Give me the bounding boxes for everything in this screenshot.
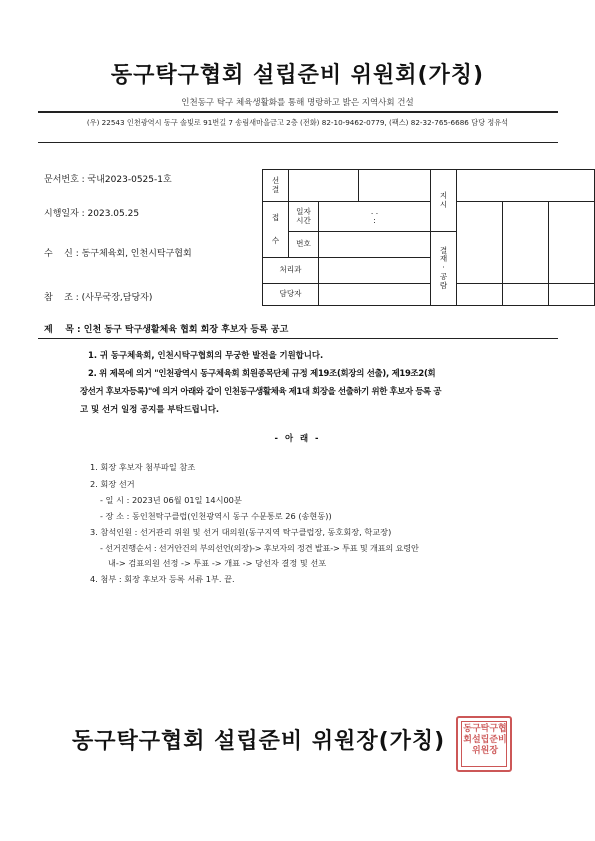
subject-label: 제 목 : — [44, 325, 81, 335]
list-item-2b: - 장 소 : 동인천탁구클럽(인천광역시 동구 수문통로 26 (송현동)) — [100, 511, 332, 521]
approval-jisi: 지 시 — [431, 170, 457, 232]
subject-rule — [38, 338, 558, 339]
approval-damdangja: 담당자 — [263, 284, 319, 306]
signature-line: 동구탁구협회 설립준비 위원장(가칭) — [72, 729, 446, 754]
list-item-4: 4. 첨부 : 회장 후보자 등록 서류 1부. 끝. — [90, 574, 235, 584]
approval-cell — [457, 284, 503, 306]
approval-cell — [319, 284, 431, 306]
approval-sign-cell — [457, 202, 503, 284]
approval-gyeoljae-gongram: 결 재 · 공 람 — [431, 232, 457, 306]
subject-line — [44, 322, 288, 335]
official-seal — [456, 716, 512, 772]
approval-cell — [359, 170, 431, 202]
issue-date — [44, 206, 139, 219]
approval-jeopsu: 접 수 — [263, 202, 289, 258]
approval-datetime: . . : — [319, 202, 431, 232]
doc-number — [44, 172, 172, 185]
approval-cell — [319, 232, 431, 258]
doc-number-value: 국내2023-0525-1호 — [87, 175, 172, 185]
header-bottom-rule — [38, 142, 558, 143]
reference-value: (사무국장,담당자) — [81, 293, 153, 303]
recipient-label: 수 신 : — [44, 249, 79, 259]
ahrae-heading: - 아 래 - — [274, 433, 321, 443]
list-item-3a-line-1: - 선거진행순서 : 선거안건의 부의선언(의장)-> 후보자의 정견 발표-> 투표 및 개표의 요령안 — [100, 543, 419, 553]
list-item-1: 1. 회장 후보자 첨부파일 참조 — [90, 462, 196, 472]
contact-address: (우) 22543 인천광역시 동구 솔빛로 91번길 7 송림새마을금고 2층 (전화) 82-10-9462-0779, (팩스) 82-32-765-6686 담당 정유석 — [86, 118, 509, 127]
approval-sign-cell — [503, 202, 549, 284]
approval-table — [262, 169, 595, 306]
list-item-2: 2. 회장 선거 — [90, 479, 135, 489]
body-paragraph-2-line-1: 2. 위 제목에 의거 "인천광역시 동구체육회 회원종목단체 규정 제19조(회장의 선출), 제19조2(회 — [88, 368, 436, 378]
top-rule — [38, 111, 558, 113]
org-title: 동구탁구협회 설립준비 위원회(가칭) — [110, 63, 485, 88]
approval-cheorigwa: 처리과 — [263, 258, 319, 284]
recipient-value: 동구체육회, 인천시탁구협회 — [81, 249, 192, 259]
body-paragraph-2-line-2: 장선거 후보자등록)"에 의거 아래와 같이 인천동구생활체육 제1대 회장을 선출하기 위한 후보자 등록 공 — [80, 386, 442, 396]
reference — [44, 290, 152, 303]
subject-text: 인천 동구 탁구생활체육 협회 회장 후보자 등록 공고 — [83, 325, 289, 335]
issue-date-label: 시행일자 : — [44, 209, 85, 219]
approval-cell — [289, 170, 359, 202]
doc-number-label: 문서번호 : — [44, 175, 85, 185]
approval-beonho: 번호 — [289, 232, 319, 258]
slogan: 인천동구 탁구 체육생활화를 통해 명랑하고 밝은 지역사회 건설 — [181, 98, 414, 108]
approval-seongyeol: 선 결 — [263, 170, 289, 202]
list-item-2a: - 일 시 : 2023년 06월 01일 14시00분 — [100, 495, 242, 505]
approval-cell — [319, 258, 431, 284]
body-paragraph-1: 1. 귀 동구체육회, 인천시탁구협회의 무궁한 발전을 기원합니다. — [88, 350, 324, 360]
approval-ilja-sigan: 일자 시간 — [289, 202, 319, 232]
list-item-3: 3. 참석인원 : 선거관리 위원 및 선거 대의원(동구지역 탁구클럽장, 동호회장, 학교장) — [90, 527, 392, 537]
list-item-3a-line-2: 내-> 검표의원 선정 -> 투표 -> 개표 -> 당선자 결정 및 선포 — [108, 558, 327, 568]
seal-text: 동구탁구협회설립준비위원장 — [463, 724, 507, 756]
body-paragraph-2-line-3: 고 및 선거 일정 공지를 부탁드립니다. — [80, 404, 220, 414]
recipient — [44, 246, 192, 259]
approval-cell — [503, 284, 549, 306]
approval-sign-cell — [549, 202, 595, 284]
reference-label: 참 조 : — [44, 293, 79, 303]
issue-date-value: 2023.05.25 — [87, 209, 140, 219]
approval-cell — [549, 284, 595, 306]
approval-cell — [457, 170, 595, 202]
